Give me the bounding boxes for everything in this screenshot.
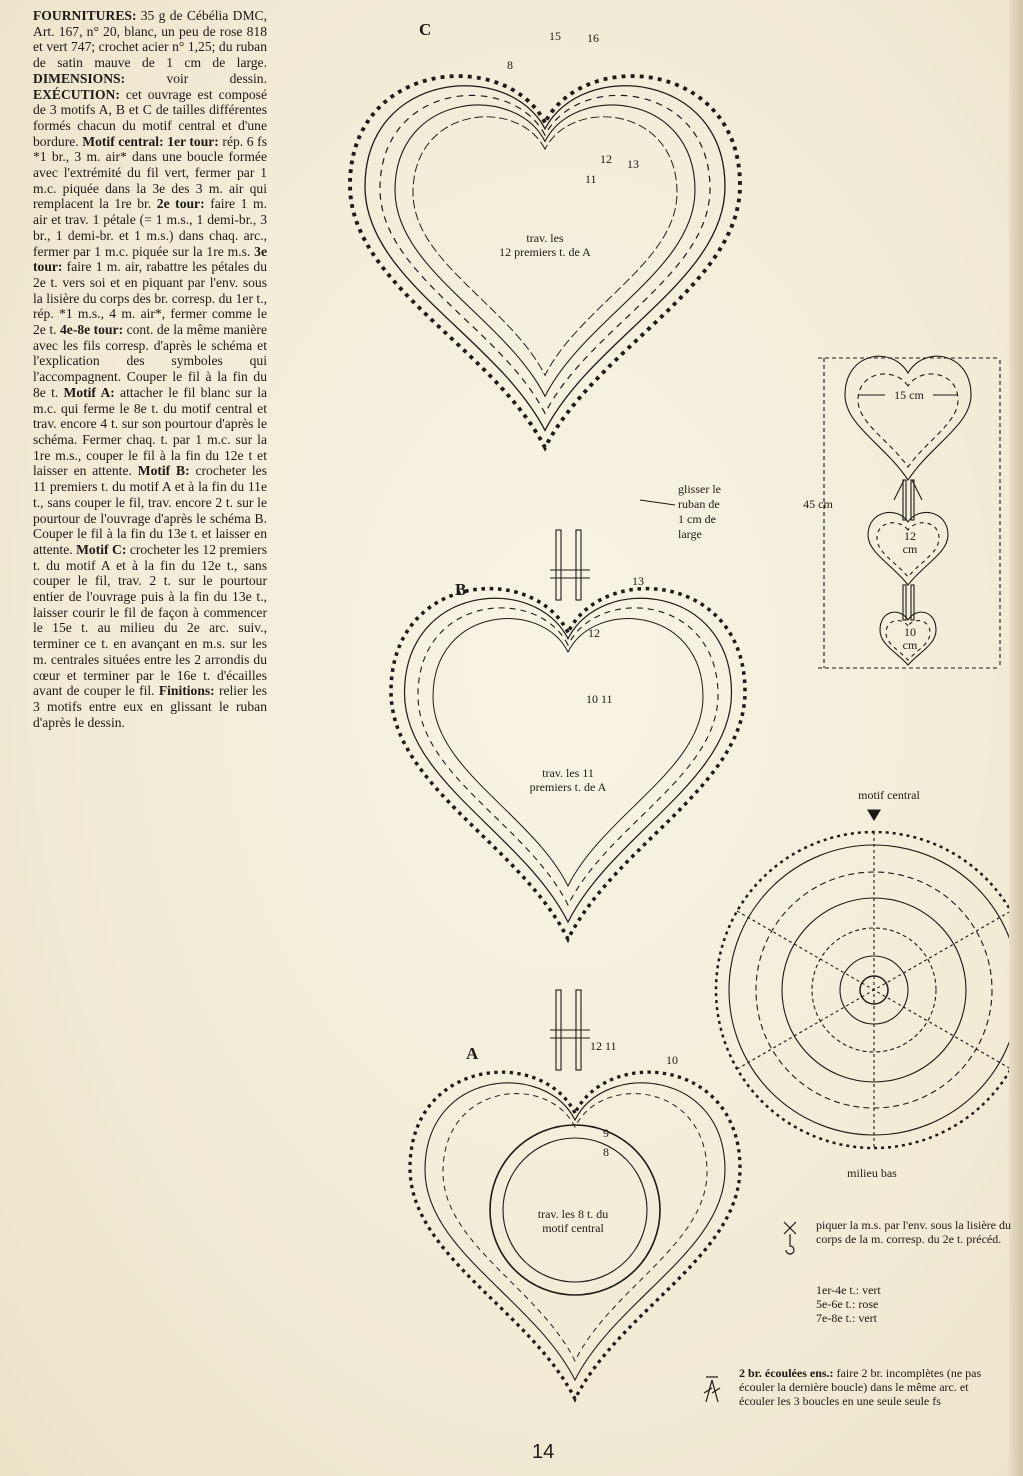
heart-c-row-8: 8: [507, 58, 513, 72]
heart-b-row-13: 13: [632, 574, 644, 588]
motif-central-text: rép. 6 fs *1 br., 3 m. air* dans une boucle formée avec l'extrémité du fil vert, fermer par 1 m.c. piquée dans la 3e des 3 m. air qui remplacent la 1re br.: [33, 133, 267, 212]
finitions-label: Finitions:: [158, 683, 215, 699]
heart-c-text-2: 12 premiers t. de A: [499, 245, 591, 259]
legend-symbol-1-icon: [784, 1222, 796, 1254]
dim-mid-2: cm: [902, 542, 918, 556]
page-number: 14: [532, 1441, 555, 1463]
dimension-sketch: [818, 356, 1000, 668]
execution-label: EXÉCUTION:: [33, 86, 120, 102]
heart-c-text-1: trav. les: [526, 231, 564, 245]
page-spine-shadow: [1009, 0, 1023, 1476]
tour48-label: 4e-8e tour:: [59, 322, 124, 338]
motif-central-diagram: [716, 810, 1009, 1148]
motifB-text: crocheter les 11 premiers t. du motif A et à la fin du 11e t., sans couper le fil, trav. encore 2 t. sur le pourtour de l'ouvrage d'après le schéma B. Couper le fil à la fin du 13e t. et laisser en attente.: [33, 463, 267, 557]
tour48-text: cont. de la même manière avec les fils corresp. d'après le schéma et l'explication des symboles qui l'accompagnent. Couper le fil à la fin du 8e t.: [33, 322, 267, 400]
dim-large: 15 cm: [894, 388, 924, 402]
heart-a-text-2: motif central: [542, 1221, 604, 1235]
ribbon-note-line-1: glisser le: [678, 482, 721, 496]
ribbon-note-line-4: large: [678, 527, 702, 541]
dimensions-text: voir dessin.: [125, 70, 267, 86]
legend-symbol-2-icon: [704, 1377, 720, 1402]
heart-b-text-2: premiers t. de A: [529, 780, 607, 794]
heart-a-row-8: 8: [603, 1145, 609, 1159]
fournitures-text: 35 g de Cébélia DMC, Art. 167, n° 20, blanc, un peu de rose 818 et vert 747; crochet acier n° 1,25; du ruban de satin mauve de 1 cm de large.: [33, 8, 267, 71]
dimensions-label: DIMENSIONS:: [33, 70, 126, 86]
heart-a-diagram: [410, 1039, 740, 1399]
milieu-bas-label: milieu bas: [847, 1166, 897, 1180]
ribbon-connectors: [550, 530, 590, 1070]
legend-colors: [816, 1283, 956, 1325]
heart-a-text-1: trav. les 8 t. du: [537, 1207, 609, 1221]
finitions-text: relier les 3 motifs entre eux en glissant le ruban d'après le dessin.: [33, 683, 267, 730]
dim-total: 45 cm: [803, 497, 833, 511]
heart-a-row-10: 10: [666, 1053, 678, 1067]
motifC-text: crocheter les 12 premiers t. du motif A et à la fin du 12e t., sans couper le fil, trav. 2 t. sur le pourtour entier de l'ouvrage puis à la fin du 13e t., laisser courir le fil de façon à commencer le 15e t. au milieu du 2e arc. suiv., terminer ce t. en avançant en m.s. sur les m. centrales situées entre les 2 arrondis du cœur et terminer par le 16e t. d'écailles avant de couper le fil.: [33, 541, 268, 699]
tour2-text: faire 1 m. air et trav. 1 pétale (= 1 m.s., 1 demi-br., 3 br., 1 demi-br. et 1 m.s.) dans chaq. arc., fermer par 1 m.c. piquée sur la 1re m.s.: [33, 196, 267, 259]
heart-a-letter: A: [466, 1044, 479, 1063]
heart-b-text-1: trav. les 11: [542, 766, 594, 780]
tour3-text: faire 1 m. air, rabattre les pétales du 2e t. vers soi et en piquant par l'env. sous la lisière du corps des br. corresp. du 1er t., rép. *1 m.s., 4 m. air*, fermer comme le 2e t.: [33, 259, 267, 338]
fournitures-label: FOURNITURES:: [33, 8, 137, 23]
legend-symbol-1: [816, 1218, 1016, 1246]
heart-c-letter: C: [419, 20, 432, 39]
heart-b-row-10-11: 10 11: [586, 692, 613, 706]
heart-c-row-13: 13: [627, 157, 639, 171]
ribbon-note: [640, 482, 721, 541]
motif-central-title: motif central: [858, 788, 920, 802]
legend-symbol-2-text: faire 2 br. incomplètes (ne pas écouler la dernière boucle) dans le même arc. et écouler les 3 boucles en une seule seule fs: [739, 1366, 982, 1408]
heart-a-row-9: 9: [603, 1126, 609, 1140]
heart-c-row-12: 12: [600, 152, 612, 166]
motif-central-label: Motif central: 1er tour:: [82, 133, 219, 149]
heart-c-row-11: 11: [585, 172, 597, 186]
legend-symbol-2-label: 2 br. écoulées ens.:: [739, 1366, 834, 1380]
legend-color-row: 1er-4e t.: vert: [816, 1283, 881, 1297]
ribbon-note-line-3: 1 cm de: [678, 512, 716, 526]
ribbon-note-line-2: ruban de: [678, 497, 720, 511]
legend-color-row: 7e-8e t.: vert: [816, 1311, 877, 1325]
motifB-label: Motif B:: [137, 463, 190, 479]
motifC-label: Motif C:: [76, 541, 127, 557]
motifA-text: attacher le fil blanc sur la m.c. qui ferme le 8e t. du motif central et trav. encore 4 t. sur son pourtour d'après le schéma. Fermer chaq. t. par 1 m.c. sur la 1re m.s., couper le fil à la fin du 12e t et laisser en attente.: [33, 384, 268, 479]
heart-c-row-16: 16: [587, 31, 599, 45]
heart-a-row-12-11: 12 11: [590, 1039, 617, 1053]
motifA-label: Motif A:: [63, 384, 115, 400]
heart-c-row-15: 15: [549, 29, 561, 43]
dim-mid-1: 12: [904, 529, 916, 543]
legend-symbol-1-text: piquer la m.s. par l'env. sous la lisière du corps de la m. corresp. du 2e t. précéd.: [816, 1218, 1012, 1246]
heart-b-row-12: 12: [588, 626, 600, 640]
heart-c-diagram: [350, 20, 740, 448]
tour2-label: 2e tour:: [156, 196, 205, 212]
execution-text: cet ouvrage est composé de 3 motifs A, B et C de tailles différentes formés chacun du motif central et d'une bordure.: [33, 86, 267, 149]
heart-b-diagram: [391, 574, 745, 939]
legend-color-row: 5e-6e t.: rose: [816, 1297, 879, 1311]
tour3-label: 3e tour:: [33, 243, 267, 275]
legend-symbol-2: [739, 1366, 994, 1408]
dim-small-1: 10: [904, 625, 916, 639]
heart-b-letter: B: [455, 580, 467, 599]
dim-small-2: cm: [902, 638, 918, 652]
